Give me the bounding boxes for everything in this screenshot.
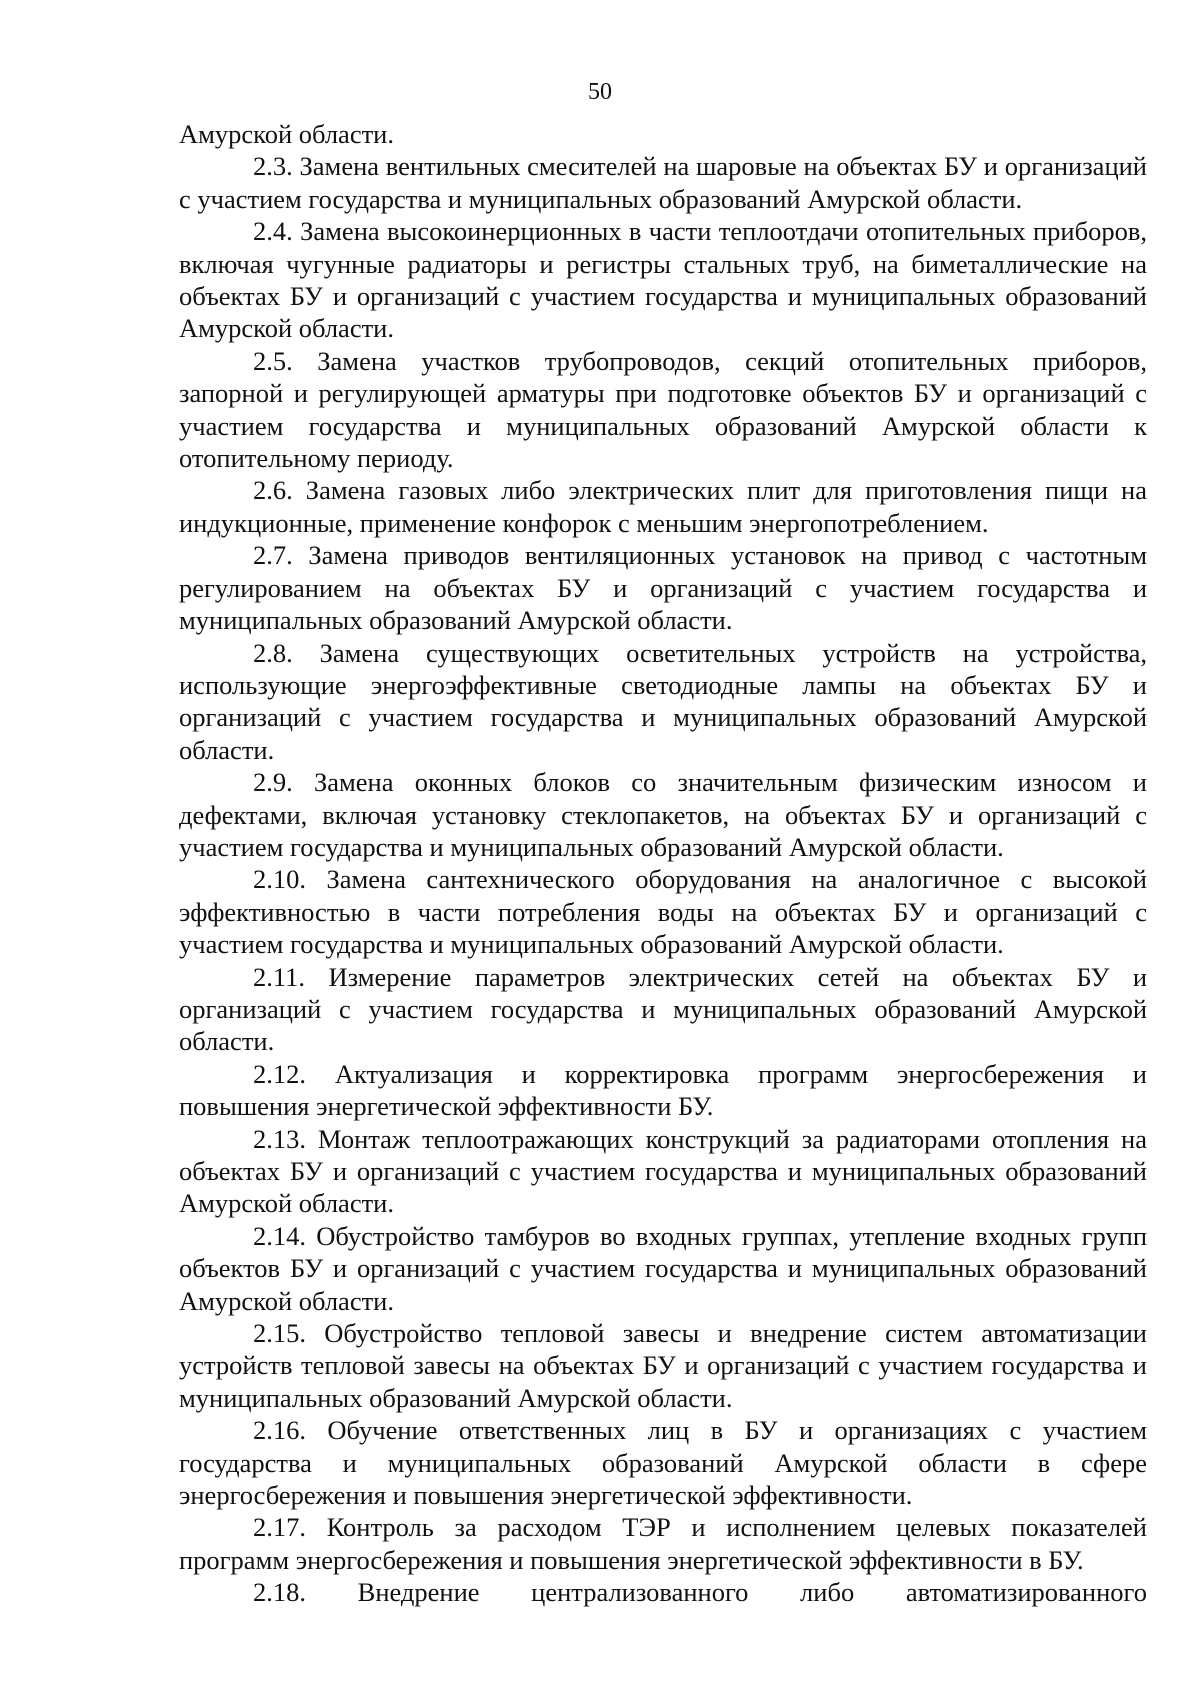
- paragraph-2-10: 2.10. Замена сантехнического оборудования на аналогичное с высокой эффективностью в части потребления воды на объектах БУ и организаций с участием государства и муниципальных образований Амурской области.: [179, 864, 1147, 960]
- paragraph-2-13: 2.13. Монтаж теплоотражающих конструкций за радиаторами отопления на объектах БУ и организаций с участием государства и муниципальных образований Амурской области.: [179, 1123, 1147, 1219]
- paragraph-2-7: 2.7. Замена приводов вентиляционных установок на привод с частотным регулированием на объектах БУ и организаций с участием государства и муниципальных образований Амурской области.: [179, 540, 1147, 636]
- paragraph-2-18: 2.18. Внедрение централизованного либо автоматизированного: [253, 1577, 1147, 1608]
- paragraph-2-9: 2.9. Замена оконных блоков со значительным физическим износом и дефектами, включая установку стеклопакетов, на объектах БУ и организаций с участием государства и муниципальных образований Амурской области.: [179, 767, 1147, 862]
- paragraph-2-14: 2.14. Обустройство тамбуров во входных группах, утепление входных групп объектов БУ и организаций с участием государства и муниципальных образований Амурской области.: [179, 1220, 1147, 1316]
- paragraph-continuation: Амурской области.: [179, 119, 394, 149]
- paragraph-2-4: 2.4. Замена высокоинерционных в части теплоотдачи отопительных приборов, включая чугунные радиаторы и регистры стальных труб, на биметаллические на объектах БУ и организаций с участием государства и муниципальных образований Амурской области.: [179, 216, 1147, 344]
- paragraph-2-11: 2.11. Измерение параметров электрических сетей на объектах БУ и организаций с участием государства и муниципальных образований Амурской области.: [179, 961, 1147, 1057]
- paragraph-2-16: 2.16. Обучение ответственных лиц в БУ и организациях с участием государства и муниципальных образований Амурской области в сфере энергосбережения и повышения энергетической эффективности.: [179, 1415, 1147, 1511]
- paragraph-2-17: 2.17. Контроль за расходом ТЭР и исполнением целевых показателей программ энергосбережения и повышения энергетической эффективности в БУ.: [179, 1512, 1147, 1575]
- paragraph-2-3: 2.3. Замена вентильных смесителей на шаровые на объектах БУ и организаций с участием государства и муниципальных образований Амурской области.: [179, 151, 1147, 214]
- paragraph-2-12: 2.12. Актуализация и корректировка программ энергосбережения и повышения энергетической эффективности БУ.: [179, 1058, 1147, 1122]
- paragraph-2-8: 2.8. Замена существующих осветительных устройств на устройства, использующие энергоэффективные светодиодные лампы на объектах БУ и организаций с участием государства и муниципальных образований Амурской области.: [179, 637, 1147, 765]
- paragraph-2-15: 2.15. Обустройство тепловой завесы и внедрение систем автоматизации устройств тепловой завесы на объектах БУ и организаций с участием государства и муниципальных образований Амурской области.: [179, 1318, 1147, 1413]
- page-number: 50: [588, 79, 612, 105]
- paragraph-2-6: 2.6. Замена газовых либо электрических плит для приготовления пищи на индукционные, применение конфорок с меньшим энергопотреблением.: [179, 475, 1147, 538]
- document-body: [179, 118, 1147, 1609]
- paragraph-2-5: 2.5. Замена участков трубопроводов, секций отопительных приборов, запорной и регулирующей арматуры при подготовке объектов БУ и организаций с участием государства и муниципальных образований Амурской области к отопительному периоду.: [179, 345, 1147, 474]
